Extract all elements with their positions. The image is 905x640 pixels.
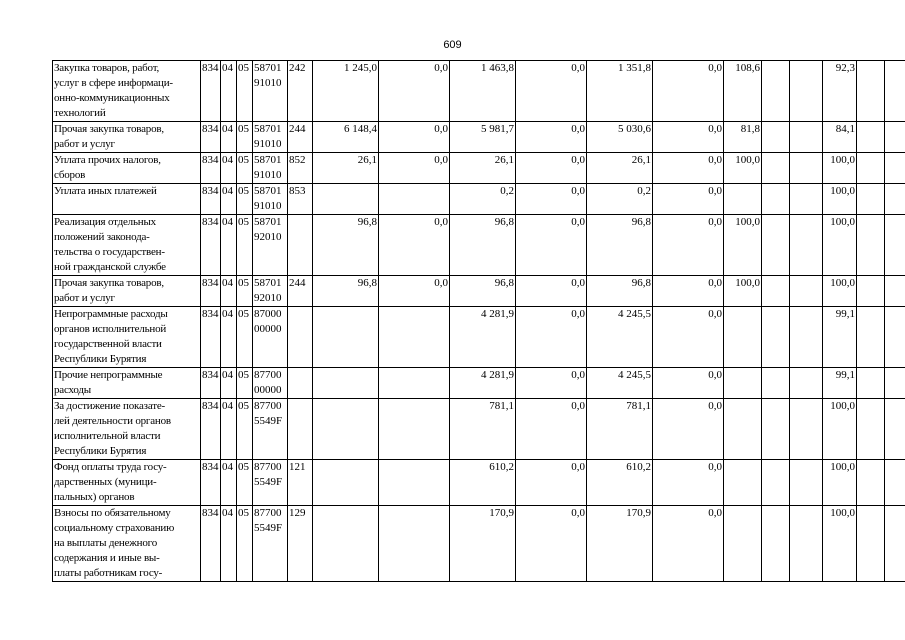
- item-name-cell: Реализация отдельных положений законода- тельства о государствен- ной гражданской службе: [53, 215, 201, 276]
- amount-cell: 5 981,7: [450, 122, 516, 153]
- percent-cell: 99,1: [823, 368, 857, 399]
- amount-cell: 0,0: [653, 460, 724, 506]
- amount-cell: [379, 307, 450, 368]
- amount-cell: 0,0: [653, 276, 724, 307]
- empty-cell: [790, 184, 823, 215]
- table-row: [53, 153, 905, 184]
- amount-cell: 96,8: [450, 215, 516, 276]
- amount-cell: 96,8: [313, 276, 379, 307]
- target-article-cell: 58701 91010: [253, 153, 288, 184]
- table-row: [53, 122, 905, 153]
- expense-type-cell: [288, 399, 313, 460]
- expense-type-cell: 852: [288, 153, 313, 184]
- subsection-code-cell: 05: [237, 307, 253, 368]
- percent-cell: 84,1: [823, 122, 857, 153]
- empty-cell: [790, 215, 823, 276]
- table-row: [53, 184, 905, 215]
- amount-cell: 0,0: [516, 368, 587, 399]
- amount-cell: 6 148,4: [313, 122, 379, 153]
- admin-code-cell: 834: [201, 399, 221, 460]
- percent-cell: [724, 506, 762, 582]
- percent-cell: [724, 399, 762, 460]
- target-article-cell: 58701 91010: [253, 122, 288, 153]
- empty-cell: [857, 61, 885, 122]
- empty-cell: [790, 506, 823, 582]
- percent-cell: 99,1: [823, 307, 857, 368]
- amount-cell: 0,0: [516, 307, 587, 368]
- amount-cell: 170,9: [450, 506, 516, 582]
- subsection-code-cell: 05: [237, 276, 253, 307]
- item-name-cell: За достижение показате- лей деятельности органов исполнительной власти Республики Бурятия: [53, 399, 201, 460]
- percent-cell: 100,0: [823, 184, 857, 215]
- amount-cell: 4 245,5: [587, 307, 653, 368]
- amount-cell: 4 281,9: [450, 307, 516, 368]
- section-code-cell: 04: [221, 399, 237, 460]
- expense-type-cell: 242: [288, 61, 313, 122]
- amount-cell: [313, 399, 379, 460]
- table-row: [53, 368, 905, 399]
- expense-type-cell: 244: [288, 122, 313, 153]
- amount-cell: [313, 460, 379, 506]
- target-article-cell: 87700 00000: [253, 368, 288, 399]
- admin-code-cell: 834: [201, 460, 221, 506]
- expense-type-cell: 244: [288, 276, 313, 307]
- empty-cell: [857, 153, 885, 184]
- target-article-cell: 87700 5549F: [253, 399, 288, 460]
- subsection-code-cell: 05: [237, 122, 253, 153]
- expense-type-cell: [288, 368, 313, 399]
- empty-cell: [885, 506, 905, 582]
- subsection-code-cell: 05: [237, 460, 253, 506]
- empty-cell: [857, 215, 885, 276]
- section-code-cell: 04: [221, 184, 237, 215]
- amount-cell: 96,8: [587, 276, 653, 307]
- amount-cell: 610,2: [587, 460, 653, 506]
- admin-code-cell: 834: [201, 153, 221, 184]
- percent-cell: 100,0: [823, 460, 857, 506]
- budget-table: [52, 60, 905, 582]
- empty-cell: [762, 122, 790, 153]
- amount-cell: 0,0: [379, 215, 450, 276]
- admin-code-cell: 834: [201, 506, 221, 582]
- amount-cell: [379, 506, 450, 582]
- amount-cell: 0,0: [516, 506, 587, 582]
- amount-cell: [379, 399, 450, 460]
- amount-cell: 0,0: [653, 399, 724, 460]
- amount-cell: [379, 460, 450, 506]
- percent-cell: 100,0: [823, 215, 857, 276]
- amount-cell: [313, 184, 379, 215]
- empty-cell: [857, 460, 885, 506]
- empty-cell: [790, 307, 823, 368]
- amount-cell: 0,0: [653, 506, 724, 582]
- amount-cell: 0,0: [516, 215, 587, 276]
- amount-cell: 96,8: [587, 215, 653, 276]
- amount-cell: 96,8: [450, 276, 516, 307]
- table-body: [53, 61, 905, 582]
- admin-code-cell: 834: [201, 122, 221, 153]
- empty-cell: [885, 307, 905, 368]
- amount-cell: [379, 184, 450, 215]
- expense-type-cell: [288, 215, 313, 276]
- subsection-code-cell: 05: [237, 506, 253, 582]
- percent-cell: 100,0: [724, 276, 762, 307]
- amount-cell: 0,0: [653, 184, 724, 215]
- percent-cell: 100,0: [823, 399, 857, 460]
- empty-cell: [857, 276, 885, 307]
- amount-cell: 0,0: [653, 153, 724, 184]
- item-name-cell: Прочая закупка товаров, работ и услуг: [53, 276, 201, 307]
- amount-cell: 0,0: [653, 307, 724, 368]
- empty-cell: [762, 307, 790, 368]
- amount-cell: 0,0: [653, 215, 724, 276]
- amount-cell: 0,0: [653, 61, 724, 122]
- amount-cell: 170,9: [587, 506, 653, 582]
- target-article-cell: 58701 91010: [253, 184, 288, 215]
- percent-cell: 108,6: [724, 61, 762, 122]
- amount-cell: 0,0: [516, 122, 587, 153]
- empty-cell: [790, 460, 823, 506]
- empty-cell: [762, 460, 790, 506]
- amount-cell: 0,0: [653, 368, 724, 399]
- amount-cell: 0,2: [450, 184, 516, 215]
- amount-cell: [313, 307, 379, 368]
- target-article-cell: 58701 92010: [253, 276, 288, 307]
- empty-cell: [762, 506, 790, 582]
- target-article-cell: 87700 5549F: [253, 460, 288, 506]
- percent-cell: 100,0: [823, 506, 857, 582]
- item-name-cell: Прочая закупка товаров, работ и услуг: [53, 122, 201, 153]
- target-article-cell: 58701 92010: [253, 215, 288, 276]
- empty-cell: [885, 153, 905, 184]
- subsection-code-cell: 05: [237, 184, 253, 215]
- amount-cell: 0,2: [587, 184, 653, 215]
- item-name-cell: Уплата прочих налогов, сборов: [53, 153, 201, 184]
- percent-cell: 92,3: [823, 61, 857, 122]
- empty-cell: [762, 399, 790, 460]
- section-code-cell: 04: [221, 153, 237, 184]
- table-row: [53, 506, 905, 582]
- page-number: 609: [443, 39, 462, 51]
- percent-cell: 81,8: [724, 122, 762, 153]
- item-name-cell: Непрограммные расходы органов исполнительной государственной власти Республики Бурятия: [53, 307, 201, 368]
- percent-cell: 100,0: [724, 153, 762, 184]
- empty-cell: [857, 184, 885, 215]
- amount-cell: 1 463,8: [450, 61, 516, 122]
- empty-cell: [857, 368, 885, 399]
- subsection-code-cell: 05: [237, 215, 253, 276]
- amount-cell: 26,1: [450, 153, 516, 184]
- amount-cell: 1 245,0: [313, 61, 379, 122]
- admin-code-cell: 834: [201, 368, 221, 399]
- section-code-cell: 04: [221, 276, 237, 307]
- percent-cell: [724, 368, 762, 399]
- section-code-cell: 04: [221, 368, 237, 399]
- table-row: [53, 215, 905, 276]
- amount-cell: 0,0: [653, 122, 724, 153]
- section-code-cell: 04: [221, 307, 237, 368]
- expense-type-cell: 853: [288, 184, 313, 215]
- amount-cell: 0,0: [516, 276, 587, 307]
- percent-cell: [724, 460, 762, 506]
- table-row: [53, 460, 905, 506]
- table-row: [53, 307, 905, 368]
- item-name-cell: Закупка товаров, работ, услуг в сфере информаци- онно-коммуникационных технологий: [53, 61, 201, 122]
- amount-cell: 26,1: [587, 153, 653, 184]
- percent-cell: 100,0: [724, 215, 762, 276]
- amount-cell: 0,0: [516, 61, 587, 122]
- amount-cell: 4 281,9: [450, 368, 516, 399]
- empty-cell: [762, 61, 790, 122]
- empty-cell: [857, 506, 885, 582]
- item-name-cell: Уплата иных платежей: [53, 184, 201, 215]
- percent-cell: 100,0: [823, 153, 857, 184]
- amount-cell: 96,8: [313, 215, 379, 276]
- empty-cell: [790, 61, 823, 122]
- empty-cell: [790, 276, 823, 307]
- empty-cell: [857, 122, 885, 153]
- empty-cell: [885, 276, 905, 307]
- amount-cell: 26,1: [313, 153, 379, 184]
- table-row: [53, 276, 905, 307]
- table-row: [53, 399, 905, 460]
- empty-cell: [885, 122, 905, 153]
- empty-cell: [790, 153, 823, 184]
- empty-cell: [857, 399, 885, 460]
- amount-cell: 0,0: [379, 61, 450, 122]
- target-article-cell: 58701 91010: [253, 61, 288, 122]
- empty-cell: [885, 61, 905, 122]
- empty-cell: [885, 399, 905, 460]
- empty-cell: [762, 215, 790, 276]
- empty-cell: [857, 307, 885, 368]
- amount-cell: [313, 506, 379, 582]
- section-code-cell: 04: [221, 122, 237, 153]
- percent-cell: 100,0: [823, 276, 857, 307]
- empty-cell: [762, 368, 790, 399]
- section-code-cell: 04: [221, 506, 237, 582]
- item-name-cell: Фонд оплаты труда госу- дарственных (муници- пальных) органов: [53, 460, 201, 506]
- subsection-code-cell: 05: [237, 368, 253, 399]
- admin-code-cell: 834: [201, 215, 221, 276]
- section-code-cell: 04: [221, 460, 237, 506]
- amount-cell: [313, 368, 379, 399]
- admin-code-cell: 834: [201, 307, 221, 368]
- empty-cell: [762, 276, 790, 307]
- empty-cell: [790, 399, 823, 460]
- item-name-cell: Прочие непрограммные расходы: [53, 368, 201, 399]
- amount-cell: 0,0: [379, 276, 450, 307]
- item-name-cell: Взносы по обязательному социальному страхованию на выплаты денежного содержания и иные вы- платы работникам госу-: [53, 506, 201, 582]
- amount-cell: 0,0: [379, 122, 450, 153]
- amount-cell: 0,0: [516, 399, 587, 460]
- amount-cell: 0,0: [516, 460, 587, 506]
- subsection-code-cell: 05: [237, 399, 253, 460]
- amount-cell: 1 351,8: [587, 61, 653, 122]
- section-code-cell: 04: [221, 61, 237, 122]
- amount-cell: 0,0: [516, 184, 587, 215]
- subsection-code-cell: 05: [237, 61, 253, 122]
- empty-cell: [885, 184, 905, 215]
- admin-code-cell: 834: [201, 276, 221, 307]
- percent-cell: [724, 184, 762, 215]
- admin-code-cell: 834: [201, 184, 221, 215]
- empty-cell: [762, 153, 790, 184]
- amount-cell: 781,1: [587, 399, 653, 460]
- section-code-cell: 04: [221, 215, 237, 276]
- expense-type-cell: 121: [288, 460, 313, 506]
- amount-cell: 610,2: [450, 460, 516, 506]
- amount-cell: [379, 368, 450, 399]
- empty-cell: [790, 122, 823, 153]
- target-article-cell: 87700 5549F: [253, 506, 288, 582]
- admin-code-cell: 834: [201, 61, 221, 122]
- empty-cell: [885, 460, 905, 506]
- amount-cell: 5 030,6: [587, 122, 653, 153]
- expense-type-cell: [288, 307, 313, 368]
- amount-cell: 0,0: [516, 153, 587, 184]
- amount-cell: 4 245,5: [587, 368, 653, 399]
- amount-cell: 781,1: [450, 399, 516, 460]
- empty-cell: [885, 368, 905, 399]
- expense-type-cell: 129: [288, 506, 313, 582]
- table-row: [53, 61, 905, 122]
- empty-cell: [885, 215, 905, 276]
- target-article-cell: 87000 00000: [253, 307, 288, 368]
- empty-cell: [762, 184, 790, 215]
- amount-cell: 0,0: [379, 153, 450, 184]
- subsection-code-cell: 05: [237, 153, 253, 184]
- percent-cell: [724, 307, 762, 368]
- empty-cell: [790, 368, 823, 399]
